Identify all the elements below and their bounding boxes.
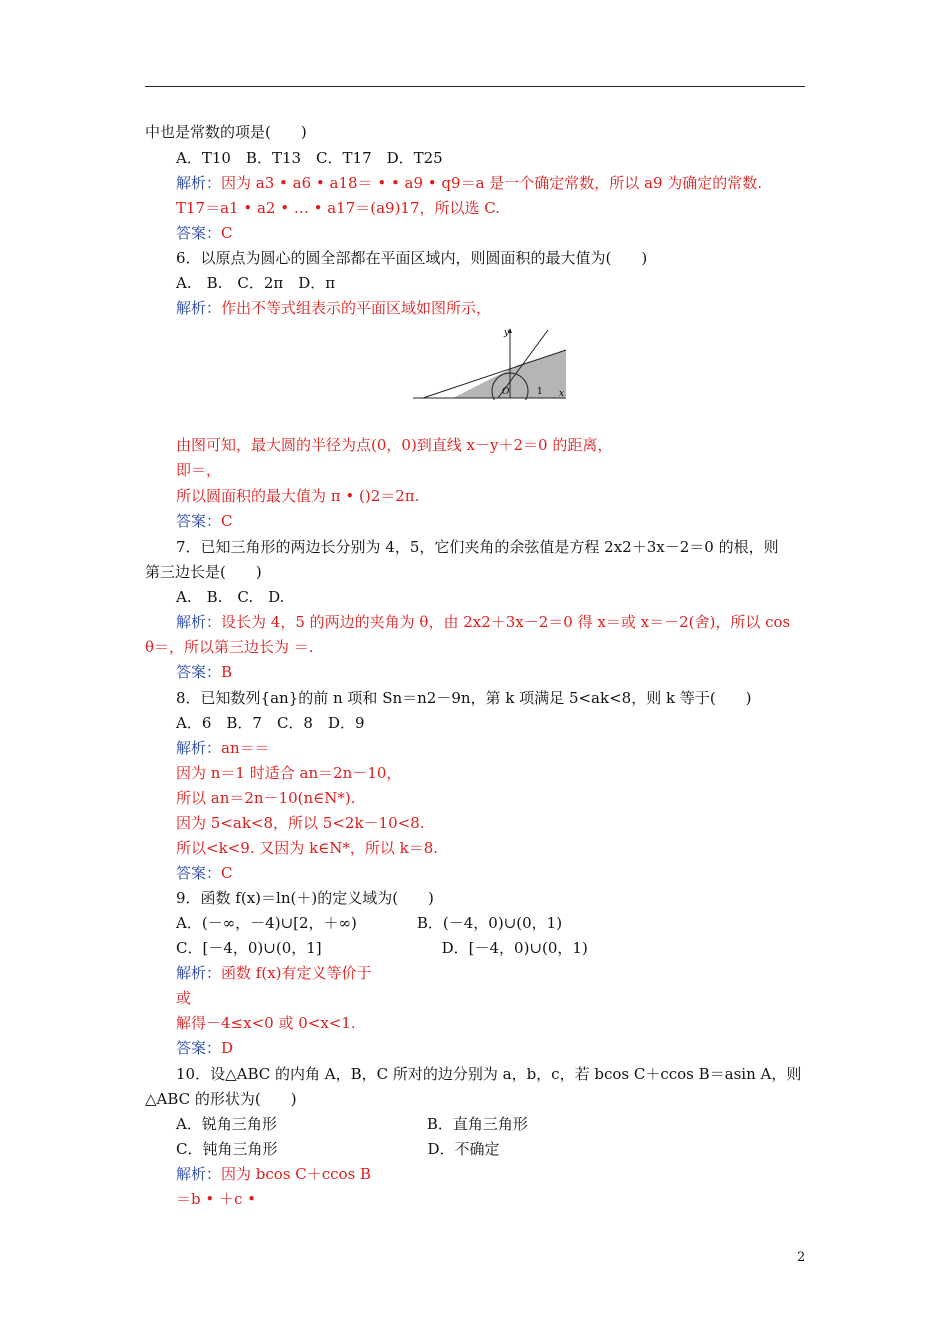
text-line: C．[－4，0)∪(0，1] D．[－4，0)∪(0，1) xyxy=(176,939,588,957)
answer-label: 答案： xyxy=(176,512,222,530)
answer-text: 因为 bcos C＋ccos B xyxy=(221,1165,372,1183)
answer-label: 解析： xyxy=(176,739,222,757)
text-line: T17＝a1 • a2 • … • a17＝(a9)17，所以选 C. xyxy=(176,199,501,217)
answer-text: 设长为 4，5 的两边的夹角为 θ，由 2x2＋3x－2＝0 得 x＝或 x＝－2(舍)，所以 cos xyxy=(221,613,791,631)
text-line: A．6 B．7 C．8 D．9 xyxy=(176,714,365,732)
text-line: C．钝角三角形 D．不确定 xyxy=(176,1140,500,1158)
text-line: △ABC 的形状为( ) xyxy=(145,1090,297,1108)
answer-text: C xyxy=(221,224,233,242)
text-line: 因为 n＝1 时适合 an＝2n－10， xyxy=(176,764,402,782)
answer-label: 解析： xyxy=(176,174,222,192)
answer-label: 解析： xyxy=(176,299,222,317)
y-axis-label: y xyxy=(504,328,510,338)
header-rule xyxy=(145,86,805,87)
answer-text: an＝＝ xyxy=(221,739,270,757)
text-line: θ＝，所以第三边长为 ＝. xyxy=(145,638,314,656)
text-line: 10．设△ABC 的内角 A，B，C 所对的边分别为 a，b，c，若 bcos C＋ccos B＝asin A，则 xyxy=(176,1065,802,1083)
text-line: 或 xyxy=(176,989,192,1007)
text-line: 因为 5<ak<8，所以 5<2k－10<8. xyxy=(176,814,425,832)
feasible-region-figure xyxy=(413,325,573,400)
text-line: A．锐角三角形 B．直角三角形 xyxy=(176,1115,528,1133)
tick-label: 1 xyxy=(537,387,543,397)
text-line xyxy=(176,863,233,883)
text-line xyxy=(176,511,233,531)
origin-label: O xyxy=(502,387,510,397)
text-line xyxy=(176,173,762,193)
text-line: 由图可知，最大圆的半径为点(0，0)到直线 x－y＋2＝0 的距离， xyxy=(176,436,613,454)
text-line: 第三边长是( ) xyxy=(145,563,262,581)
answer-text: 函数 f(x)有定义等价于 xyxy=(221,964,372,982)
text-line: 所以 an＝2n－10(n∈N*). xyxy=(176,789,356,807)
text-line xyxy=(176,298,491,318)
text-line: ＝b • ＋c • xyxy=(176,1190,257,1208)
text-line: 7．已知三角形的两边长分别为 4，5，它们夹角的余弦值是方程 2x2＋3x－2＝0 的根，则 xyxy=(176,538,779,556)
answer-label: 答案： xyxy=(176,663,222,681)
answer-label: 解析： xyxy=(176,613,222,631)
text-line: 即＝， xyxy=(176,461,222,479)
answer-text: C xyxy=(221,512,233,530)
text-line: A．(－∞，－4)∪[2，＋∞) B．(－4，0)∪(0，1) xyxy=(176,914,563,932)
page-number: 2 xyxy=(797,1250,806,1265)
answer-label: 答案： xyxy=(176,224,222,242)
answer-text: B xyxy=(221,663,233,681)
text-line xyxy=(176,963,372,983)
answer-label: 解析： xyxy=(176,1165,222,1183)
text-line: 6．以原点为圆心的圆全部都在平面区域内，则圆面积的最大值为( ) xyxy=(176,249,648,267)
text-line: A. B. C．2π D．π xyxy=(176,274,336,292)
answer-text: C xyxy=(221,864,233,882)
text-line xyxy=(176,1038,233,1058)
text-line xyxy=(176,223,233,243)
text-line: 解得－4≤x<0 或 0<x<1. xyxy=(176,1014,356,1032)
text-line xyxy=(176,738,270,758)
answer-text: D xyxy=(221,1039,234,1057)
text-line xyxy=(176,612,790,632)
answer-text: 作出不等式组表示的平面区域如图所示， xyxy=(221,299,492,317)
answer-label: 答案： xyxy=(176,1039,222,1057)
text-line: 所以<k<9. 又因为 k∈N*，所以 k＝8. xyxy=(176,839,439,857)
text-line: 中也是常数的项是( ) xyxy=(145,123,307,141)
answer-label: 解析： xyxy=(176,964,222,982)
answer-label: 答案： xyxy=(176,864,222,882)
text-line: 8．已知数列{an}的前 n 项和 Sn＝n2－9n，第 k 项满足 5<ak<8，则 k 等于( ) xyxy=(176,689,752,707)
text-line: A．T10 B．T13 C．T17 D．T25 xyxy=(176,149,443,167)
answer-text: 因为 a3 • a6 • a18＝ • • a9 • q9＝a 是一个确定常数，所以 a9 为确定的常数. xyxy=(221,174,763,192)
text-line xyxy=(176,1164,371,1184)
text-line: A. B. C. D. xyxy=(176,588,285,606)
text-line xyxy=(176,662,232,682)
x-axis-label: x xyxy=(559,389,565,399)
text-line: 所以圆面积的最大值为 π • ()2＝2π. xyxy=(176,487,420,505)
text-line: 9．函数 f(x)＝ln(＋)的定义域为( ) xyxy=(176,889,434,907)
